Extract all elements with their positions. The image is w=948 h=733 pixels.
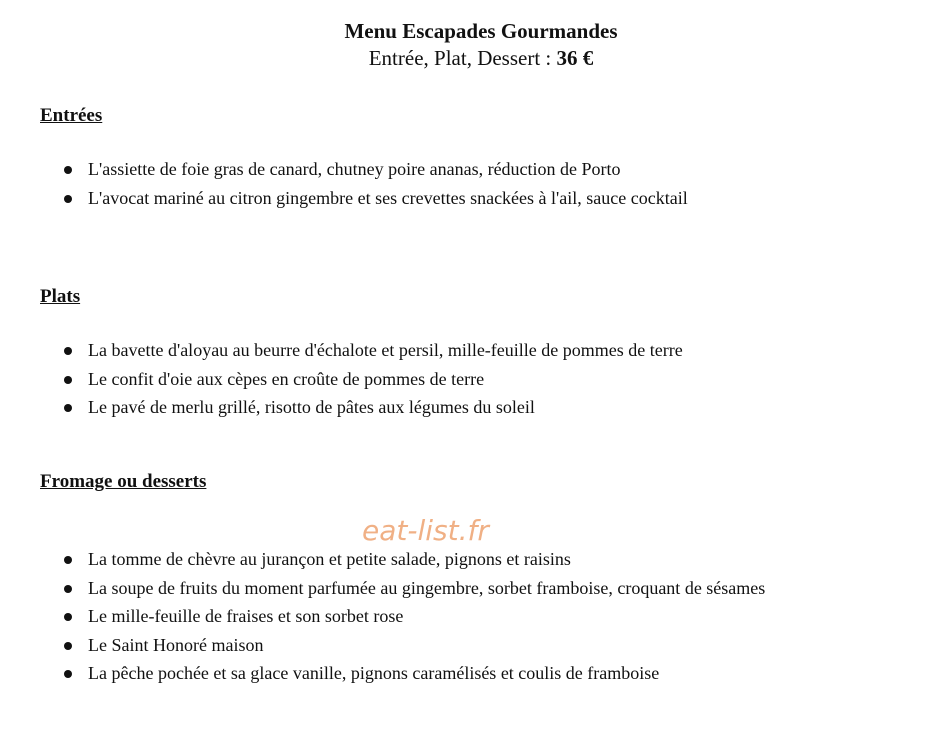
menu-price: 36 € [556,46,594,70]
list-item-text: L'assiette de foie gras de canard, chutney poire ananas, réduction de Porto [88,159,621,179]
list-item [0,365,683,394]
entrees-list [0,155,688,212]
bullet-icon [64,404,72,412]
bullet-icon [64,585,72,593]
list-item-text: Le mille-feuille de fraises et son sorbet rose [88,606,404,627]
list-item [0,602,765,631]
section-heading-plats: Plats [40,286,81,307]
bullet-icon [64,670,72,678]
list-item-text: La pêche pochée et sa glace vanille, pignons caramélisés et coulis de framboise [88,663,660,684]
bullet-icon [64,613,72,621]
bullet-icon [64,376,72,384]
list-item [0,184,688,213]
watermark: eat-list.fr [362,514,489,547]
bullet-icon [64,166,72,174]
bullet-icon [64,556,72,564]
list-item-text: La soupe de fruits du moment parfumée au gingembre, sorbet framboise, croquant de sésames [88,577,766,598]
bullet-icon [64,195,72,203]
list-item [0,659,765,688]
menu-subtitle [0,45,948,71]
list-item [0,574,765,603]
list-item-text: Le Saint Honoré maison [88,634,264,655]
list-item-text: Le confit d'oie aux cèpes en croûte de pommes de terre [88,368,485,389]
list-item [0,155,688,184]
bullet-icon [64,642,72,650]
bullet-icon [64,347,72,355]
section-heading-desserts: Fromage ou desserts [40,471,207,492]
list-item-text: L'avocat mariné au citron gingembre et ses crevettes snackées à l'ail, sauce cocktail [88,187,688,208]
desserts-list [0,545,765,688]
list-item [0,631,765,660]
list-item [0,336,683,365]
list-item-text: La tomme de chèvre au jurançon et petite salade, pignons et raisins [88,549,571,569]
menu-title: Menu Escapades Gourmandes [344,19,618,43]
plats-list [0,336,683,422]
section-heading-entrees: Entrées [40,105,103,126]
list-item-text: Le pavé de merlu grillé, risotto de pâtes aux légumes du soleil [88,397,535,418]
subtitle-prefix: Entrée, Plat, Dessert : [368,46,557,70]
list-item [0,393,683,422]
list-item [0,545,765,574]
list-item-text: La bavette d'aloyau au beurre d'échalote et persil, mille-feuille de pommes de terre [88,340,683,360]
